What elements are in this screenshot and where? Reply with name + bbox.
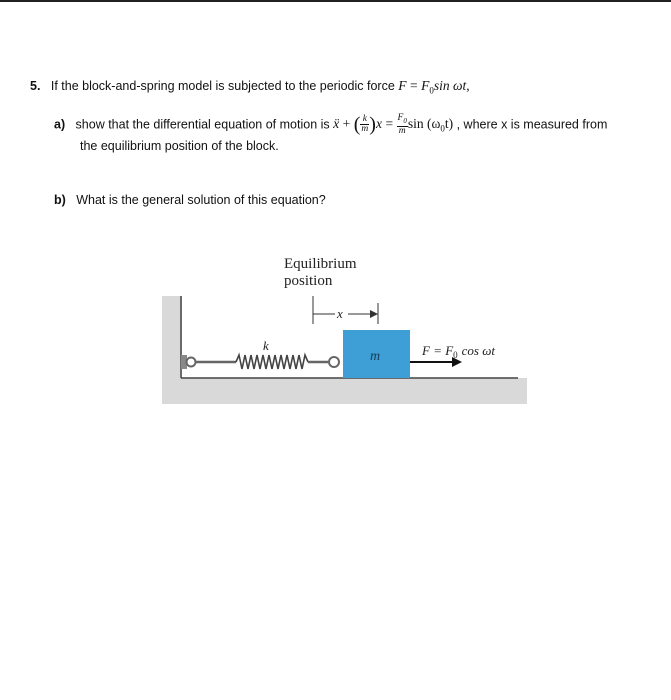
mass-label: m — [370, 349, 381, 364]
part-b-label: b) — [54, 193, 66, 207]
part-a-text: show that the differential equation of motion is — [75, 117, 330, 132]
force-label: $F = F_0$ cos ωt — [422, 343, 496, 360]
floor-shade — [172, 378, 527, 404]
part-a-line2: the equilibrium position of the block. — [80, 139, 279, 153]
spring-coils — [236, 355, 308, 369]
wall-eye — [187, 358, 196, 367]
spring-constant-label: k — [263, 338, 269, 353]
block-eye — [329, 357, 339, 367]
equation-of-motion: ẍ + ( $\frac{k}{m}$ )x = $\frac{F_0}{m}$ $\sin (\omega_0t)$ — [333, 113, 454, 136]
equilibrium-title: Equilibrium — [284, 256, 357, 272]
wall-shade — [162, 296, 182, 404]
equilibrium-subtitle: position — [284, 273, 333, 289]
displacement-arrowhead — [370, 310, 378, 318]
part-b-text: What is the general solution of this equation? — [76, 193, 326, 207]
part-a-tail: , where x is measured from — [456, 117, 608, 132]
question-number: 5. — [30, 79, 41, 93]
part-a-label: a) — [54, 117, 66, 132]
force-equation: $F = F_0\sin$ ωt, — [398, 78, 470, 96]
displacement-label: x — [337, 306, 343, 321]
question-text: If the block-and-spring model is subjected to the periodic force — [50, 79, 395, 93]
